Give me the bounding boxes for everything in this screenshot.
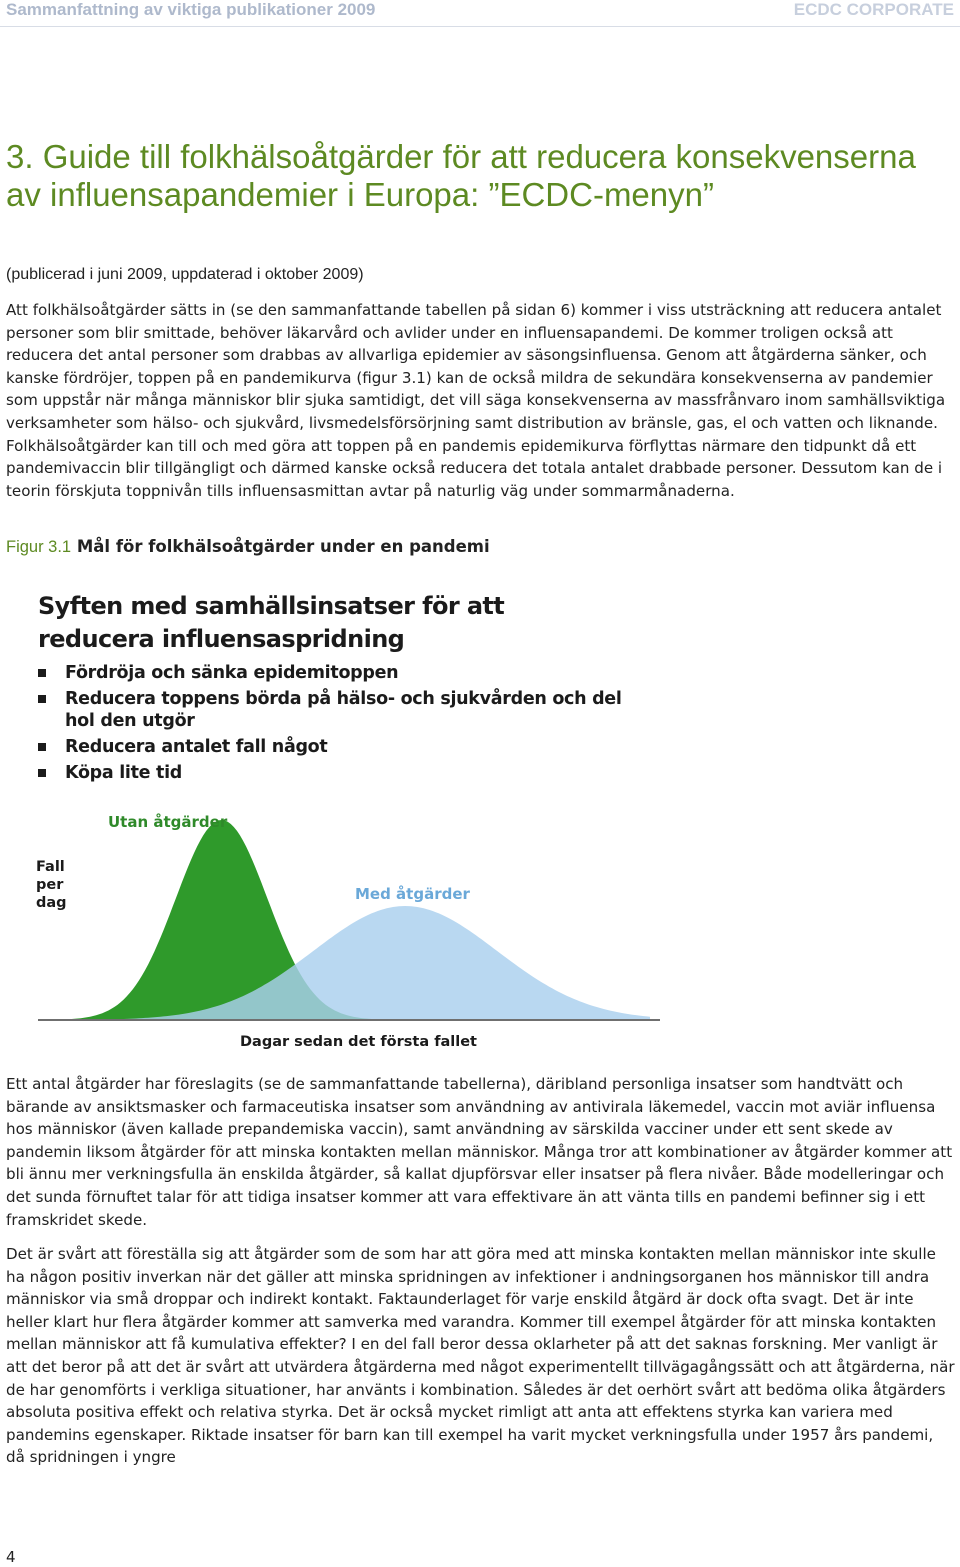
body-paragraph-3: Det är svårt att föreställa sig att åtgärder som de som har att göra med att minska kontakten mellan människor inte skulle ha någon positiv inverkan när det gäller att minska spridningen av infektioner i andningsorganen hos människor till andra människor via små droppar och indirekt kontakt. Faktaunderlaget för varje enskild åtgärd är dock ofta svagt. Det är inte heller klart hur flera åtgärder kommer att samverka med varandra. Kommer till exempel åtgärder för att minska kontakten mellan människor att få kumulativa effekter? I en del fall beror dessa oklarheter på att det saknas forskning. Mer vanligt är att det beror på att det är svårt att utvärdera åtgärderna med något experimentellt tillvägagångssätt och att åtgärderna, när de har genomförts i verkliga situationer, har använts i kombination. Således är det oerhört svårt att bedöma olika åtgärders absoluta positiva effekt och relativa styrka. Det är också mycket rimligt att anta att effektens styrka kan variera med pandemins egenskaper. Riktade insatser för barn kan till exempel ha varit mycket verkningsfulla under 1957 års pandemi, då spridningen i yngre <box>6 1245 955 1467</box>
series-label-with-measures: Med åtgärder <box>355 885 470 903</box>
header-divider <box>0 26 960 27</box>
page-number: 4 <box>6 1548 16 1566</box>
section-subtitle: (publicerad i juni 2009, uppdaterad i oktober 2009) <box>6 266 364 283</box>
figure-heading-line-2: reducera influensaspridning <box>38 625 405 653</box>
figure-goal-text: Reducera toppens börda på hälso- och sjukvården och del hol den utgör <box>65 689 622 731</box>
body-paragraph-2: Ett antal åtgärder har föreslagits (se de sammanfattande tabellerna), däribland personliga insatser som handtvätt och bärande av ansiktsmasker och farmaceutiska insatser som användning av antivirala läkemedel, vaccin mot aviär influensa hos människor (även kallade prepandemiska vaccin), samt användning av särskilda vacciner under ett sent skede av pandemin liksom åtgärder för att minska kontakten mellan människor. Många tror att kombinationer av åtgärder kommer att bli ännu mer verkningsfulla än enskilda åtgärder, så kallat djupförsvar eller insatser på flera nivåer. Både modelleringar och det sunda förnuftet talar för att tidiga insatser kommer att vara effektivare än att vänta tills en pandemi befinner sig i ett framskridet skede. <box>6 1075 953 1229</box>
y-axis-label-line: Fall <box>36 859 65 875</box>
figure-caption <box>6 537 490 557</box>
section-title: 3. Guide till folkhälsoåtgärder för att reducera konsekvenserna av influensapandemier i Europa: ”ECDC-menyn” <box>6 138 916 213</box>
epidemic-curve-chart <box>0 580 700 1060</box>
body-paragraph-1: Att folkhälsoåtgärder sätts in (se den sammanfattande tabellen på sidan 6) kommer i viss utsträckning att reducera antalet personer som blir smittade, behöver läkarvård och avlider under en influensapandemi. De kommer troligen också att reducera det antal personer som drabbas av allvarliga epidemier av säsongsinfluensa. Genom att åtgärderna sänker, och kanske fördröjer, toppen på en pandemikurva (figur 3.1) kan de också mildra de sekundära konsekvenserna av pandemier som uppstår när många människor blir sjuka samtidigt, det vill säga konsekvenserna av massfrånvaro inom samhällsviktiga verksamheter som hälso- och sjukvård, livsmedelsförsörjning samt distribution av bränsle, gas, el och vatten och liknande. Folkhälsoåtgärder kan till och med göra att toppen på en pandemis epidemikurva förflyttas närmare den tidpunkt då ett pandemivaccin blir tillgängligt och därmed kanske också reducera det totala antalet drabbade personer. Dessutom kan de i teorin förskjuta toppnivån tills influensasmittan avtar på naturlig väg under sommarmånaderna. <box>6 301 946 500</box>
y-axis-label-line: per <box>36 877 64 893</box>
y-axis-label-line: dag <box>36 895 67 911</box>
header-corporate-label: ECDC CORPORATE <box>793 0 954 19</box>
header-publication-title: Sammanfattning av viktiga publikationer 2009 <box>6 0 376 19</box>
figure-heading-line-1: Syften med samhällsinsatser för att <box>38 592 505 620</box>
x-axis-label: Dagar sedan det första fallet <box>240 1034 477 1050</box>
figure-caption-text: Mål för folkhälsoåtgärder under en pandemi <box>76 537 490 556</box>
figure-3-1 <box>0 580 700 1060</box>
figure-number: Figur 3.1 <box>6 538 72 556</box>
figure-goal-text: Reducera antalet fall något <box>65 737 328 757</box>
figure-goal-text: Köpa lite tid <box>65 763 183 783</box>
series-label-without-measures: Utan åtgärder <box>108 813 228 831</box>
figure-goal-text: Fördröja och sänka epidemitoppen <box>65 663 399 683</box>
